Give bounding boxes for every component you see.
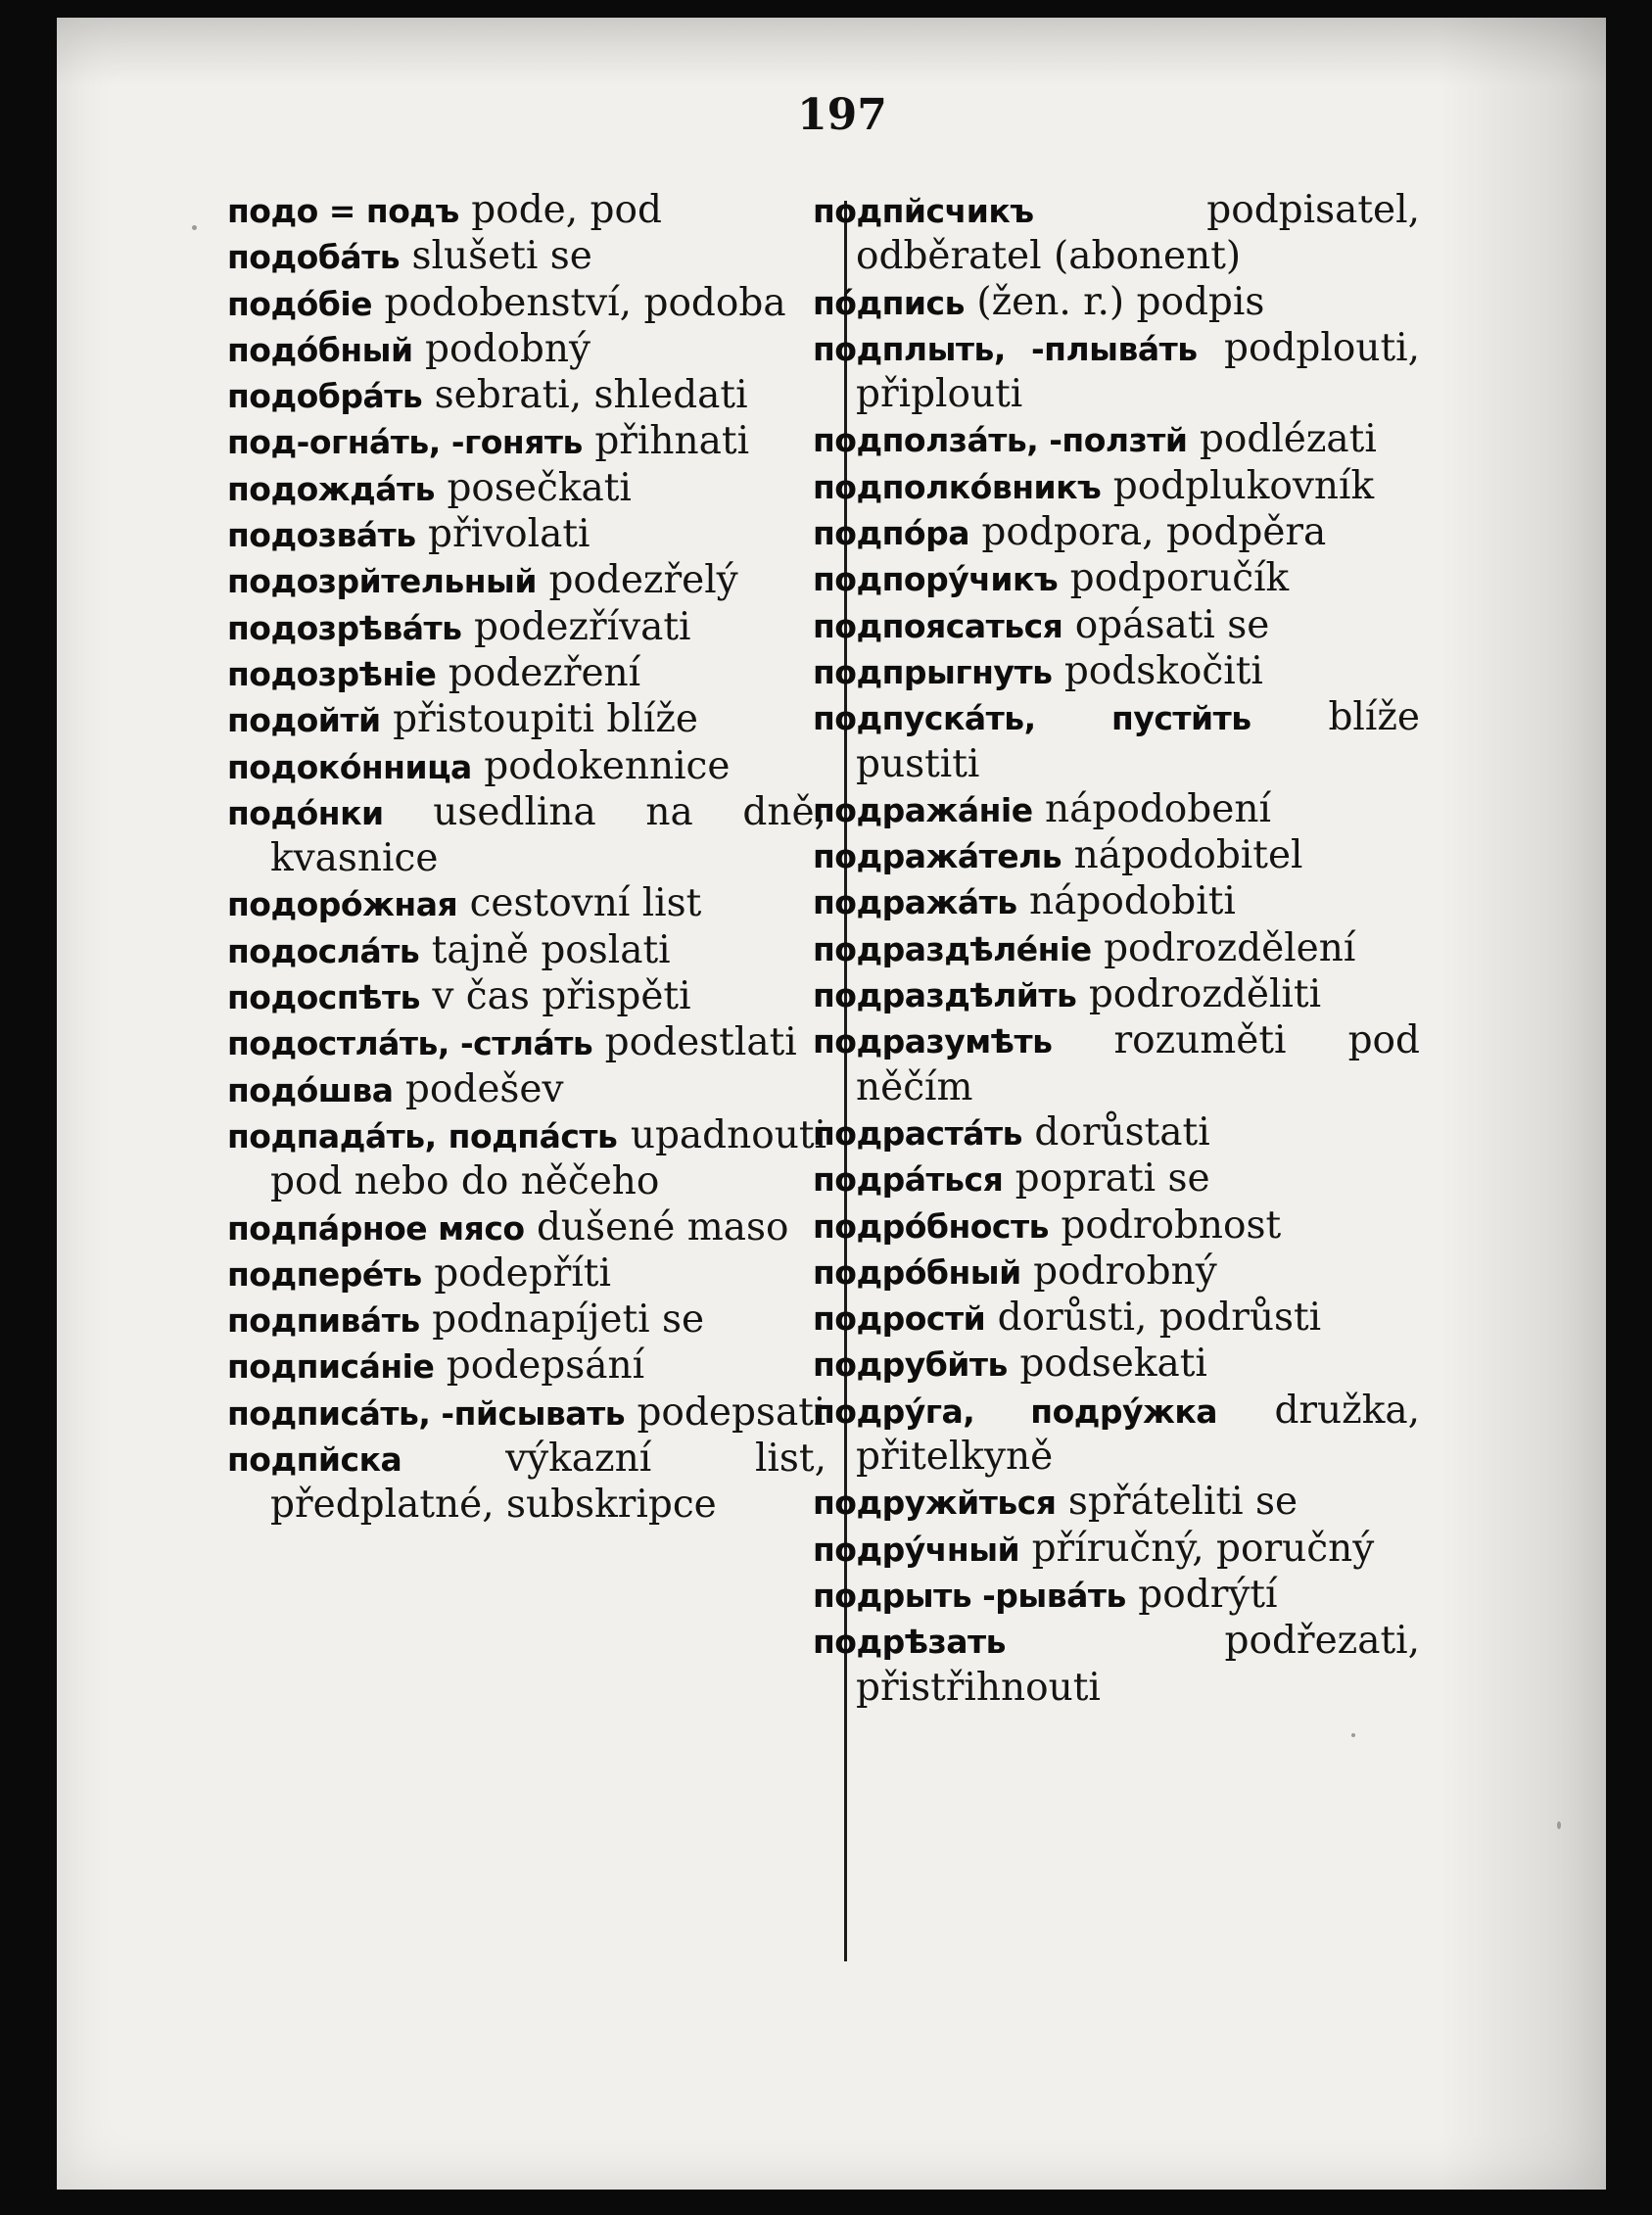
dictionary-entry	[813, 1527, 1420, 1573]
dictionary-entry	[227, 234, 826, 280]
dictionary-entry	[227, 697, 826, 743]
entry-definition: slušeti se	[411, 234, 592, 279]
entry-definition: sebrati, shledati	[434, 373, 748, 418]
scan-shadow-top	[57, 18, 1606, 86]
entry-headword: подоспѣть	[227, 978, 420, 1017]
entry-definition: upadnouti pod nebo do něčeho	[270, 1112, 826, 1204]
dictionary-entry	[227, 281, 826, 327]
dictionary-entry	[813, 603, 1420, 649]
entry-headword: подпускáть, пустйть	[813, 699, 1251, 738]
entry-definition: nápodobitel	[1073, 833, 1303, 878]
dictionary-entry	[227, 1113, 826, 1205]
entry-definition: (žen. r.) podpis	[976, 279, 1265, 324]
entry-headword: подружйться	[813, 1484, 1057, 1523]
entry-definition: podlézati	[1199, 417, 1377, 462]
dictionary-entry	[813, 556, 1420, 602]
dictionary-entry	[813, 1110, 1420, 1156]
entry-headword: подражáтель	[813, 837, 1062, 876]
entry-definition: poprati se	[1015, 1156, 1210, 1202]
entry-headword: пóдпись	[813, 283, 965, 322]
dictionary-entry	[813, 972, 1420, 1018]
scan-speck	[1351, 1733, 1355, 1737]
dictionary-entry	[813, 1573, 1420, 1619]
entry-headword: подрóбный	[813, 1252, 1021, 1292]
entry-headword: подостлáть, -стлáть	[227, 1024, 593, 1063]
entry-headword: подростй	[813, 1299, 986, 1339]
entry-definition: podrýtí	[1138, 1572, 1278, 1617]
dictionary-entry	[813, 188, 1420, 280]
entry-definition: podepříti	[434, 1250, 611, 1296]
dictionary-entry	[227, 512, 826, 558]
entry-headword: подражáніе	[813, 790, 1033, 829]
entry-definition: podrozděliti	[1088, 972, 1322, 1017]
dictionary-entry	[813, 879, 1420, 925]
dictionary-entry	[813, 1619, 1420, 1711]
entry-headword: подо = подъ	[227, 192, 459, 230]
entry-headword: подполкóвникъ	[813, 467, 1102, 506]
entry-definition: podepsati	[637, 1390, 826, 1435]
dictionary-entry	[227, 1437, 826, 1529]
dictionary-entry	[813, 649, 1420, 695]
entry-headword: подрýга, подрýжка	[813, 1391, 1218, 1431]
dictionary-entry	[813, 926, 1420, 972]
entry-headword: подраздѣлйть	[813, 976, 1077, 1015]
entry-definition: podešev	[404, 1066, 564, 1111]
entry-definition: podezřívati	[473, 604, 691, 649]
entry-headword: подозрйтельный	[227, 562, 538, 601]
entry-headword: подрýчный	[813, 1530, 1020, 1569]
entry-headword: подползáть, -ползтй	[813, 421, 1188, 460]
entry-definition: dušené maso	[536, 1204, 789, 1249]
dictionary-entry	[227, 1020, 826, 1066]
entry-headword: подписáть, -пйсывать	[227, 1393, 626, 1433]
dictionary-entry	[813, 1249, 1420, 1296]
scan-shadow-right	[1440, 18, 1606, 2190]
dictionary-entry	[227, 419, 826, 465]
dictionary-entry	[227, 558, 826, 604]
entry-headword: подозрѣніе	[227, 654, 437, 693]
dictionary-entry	[813, 1296, 1420, 1342]
entry-definition: podezřelý	[548, 558, 738, 603]
entry-definition: posečkati	[447, 465, 632, 510]
entry-headword: подпоясаться	[813, 606, 1063, 645]
scan-speck	[1557, 1821, 1561, 1829]
entry-headword: подпадáть, подпáсть	[227, 1116, 618, 1155]
entry-definition: podobný	[425, 326, 591, 371]
dictionary-entry	[227, 1251, 826, 1297]
entry-headword: подпрыгнуть	[813, 652, 1053, 691]
entry-definition: příručný, poručný	[1031, 1526, 1375, 1571]
entry-headword: подозвáть	[227, 516, 416, 555]
dictionary-entry	[227, 1067, 826, 1113]
entry-definition: tajně poslati	[431, 927, 671, 972]
entry-definition: dorůsti, podrůsti	[997, 1296, 1322, 1341]
dictionary-entry	[813, 1156, 1420, 1202]
entry-headword: подпорýчикъ	[813, 560, 1059, 599]
dictionary-entry	[813, 280, 1420, 326]
entry-definition: podpisatel, odběratel (abonent)	[856, 188, 1420, 279]
entry-headword: подразумѣть	[813, 1022, 1053, 1061]
page-number: 197	[797, 90, 887, 140]
entry-definition: podskočiti	[1063, 648, 1263, 693]
entry-headword: подпйсчикъ	[813, 192, 1034, 230]
entry-definition: usedlina na dně, kvasnice	[270, 789, 826, 881]
dictionary-entry	[813, 1018, 1420, 1110]
entry-headword: подозрѣвáть	[227, 608, 462, 647]
entry-headword: подобрáть	[227, 377, 423, 416]
entry-headword: подрóбность	[813, 1206, 1049, 1246]
dictionary-entry	[813, 695, 1420, 787]
entry-definition: podrobný	[1033, 1249, 1217, 1294]
entry-definition: přistoupiti blíže	[393, 697, 698, 742]
dictionary-entry	[813, 787, 1420, 833]
dictionary-entry	[227, 651, 826, 697]
dictionary-entry	[813, 464, 1420, 510]
entry-definition: podplukovník	[1112, 463, 1375, 508]
dictionary-entry	[227, 605, 826, 651]
entry-headword: подрастáть	[813, 1113, 1022, 1153]
dictionary-entry	[227, 744, 826, 790]
entry-headword: подрáться	[813, 1160, 1004, 1200]
dictionary-entry	[813, 510, 1420, 556]
entry-headword: подпáрное мясо	[227, 1208, 525, 1248]
right-column	[813, 188, 1420, 1711]
entry-headword: подрубйть	[813, 1345, 1008, 1385]
entry-headword: подорóжная	[227, 885, 458, 924]
entry-definition: blíže pustiti	[856, 695, 1420, 786]
entry-definition: pode, pod	[471, 188, 662, 232]
entry-definition: přivolati	[428, 512, 590, 557]
entry-headword: подождáть	[227, 469, 436, 508]
entry-definition: podestlati	[604, 1020, 797, 1065]
scan-speck	[192, 225, 197, 230]
entry-definition: cestovní list	[469, 881, 702, 926]
entry-headword: подрѣзать	[813, 1623, 1006, 1662]
dictionary-entry	[227, 1297, 826, 1343]
dictionary-entry	[227, 373, 826, 419]
entry-definition: rozuměti pod něčím	[856, 1018, 1420, 1109]
entry-headword: подобáть	[227, 238, 401, 277]
entry-definition: podrozdělení	[1104, 925, 1356, 970]
entry-headword: под-огнáть, -гонять	[227, 423, 583, 462]
entry-headword: подраздѣлéніе	[813, 929, 1092, 968]
dictionary-entry	[227, 974, 826, 1020]
dictionary-entry	[227, 1390, 826, 1437]
dictionary-entry	[227, 928, 826, 974]
entry-definition: přihnati	[594, 419, 750, 464]
entry-headword: подпóра	[813, 514, 969, 553]
entry-definition: dorůstati	[1034, 1109, 1210, 1155]
dictionary-entry	[227, 790, 826, 882]
entry-definition: spřáteliti se	[1067, 1480, 1298, 1525]
dictionary-entry	[813, 326, 1420, 418]
entry-definition: opásati se	[1074, 602, 1270, 647]
dictionary-entry	[227, 188, 826, 234]
dictionary-entry	[227, 881, 826, 927]
entry-headword: подражáть	[813, 883, 1017, 922]
entry-headword: подплыть, -плывáть	[813, 329, 1198, 368]
left-column	[227, 188, 826, 1529]
dictionary-entry	[813, 833, 1420, 879]
entry-definition: podsekati	[1019, 1342, 1207, 1387]
dictionary-entry	[813, 1203, 1420, 1249]
entry-headword: подóбіе	[227, 284, 373, 323]
entry-definition: podezření	[448, 650, 641, 695]
entry-definition: podrobnost	[1061, 1202, 1282, 1248]
entry-definition: podpora, podpěra	[981, 510, 1327, 555]
dictionary-entry	[813, 417, 1420, 463]
entry-headword: подойтй	[227, 701, 381, 740]
entry-headword: подослáть	[227, 931, 420, 970]
dictionary-entry	[813, 1342, 1420, 1388]
entry-headword: подпйска	[227, 1440, 402, 1480]
dictionary-entry	[227, 466, 826, 512]
entry-definition: nápodobiti	[1029, 879, 1236, 924]
dictionary-entry	[227, 327, 826, 373]
entry-headword: подпивáть	[227, 1301, 420, 1341]
entry-definition: podobenství, podoba	[384, 280, 786, 325]
entry-headword: подрыть -рывáть	[813, 1576, 1126, 1615]
entry-definition: podnapíjeti se	[432, 1297, 705, 1343]
entry-headword: подóбный	[227, 330, 413, 369]
entry-headword: подóнки	[227, 793, 384, 832]
entry-headword: подписáніе	[227, 1347, 435, 1387]
dictionary-entry	[227, 1343, 826, 1390]
dictionary-entry	[227, 1205, 826, 1251]
entry-definition: podplouti, připlouti	[856, 325, 1420, 417]
dictionary-entry	[813, 1480, 1420, 1526]
entry-headword: подперéть	[227, 1254, 422, 1294]
entry-definition: v čas přispěti	[432, 974, 691, 1019]
entry-definition: podporučík	[1069, 556, 1290, 601]
entry-definition: podokennice	[484, 743, 731, 788]
entry-definition: výkazní list, předplatné, subskripce	[270, 1437, 826, 1528]
entry-headword: подóшва	[227, 1070, 394, 1109]
entry-definition: nápodobení	[1045, 786, 1271, 831]
entry-definition: podřezati, přistřihnouti	[856, 1619, 1420, 1710]
entry-definition: podepsání	[446, 1343, 645, 1389]
entry-definition: družka, přitelkyně	[856, 1388, 1420, 1480]
entry-headword: подокóнница	[227, 747, 472, 786]
dictionary-entry	[813, 1389, 1420, 1481]
